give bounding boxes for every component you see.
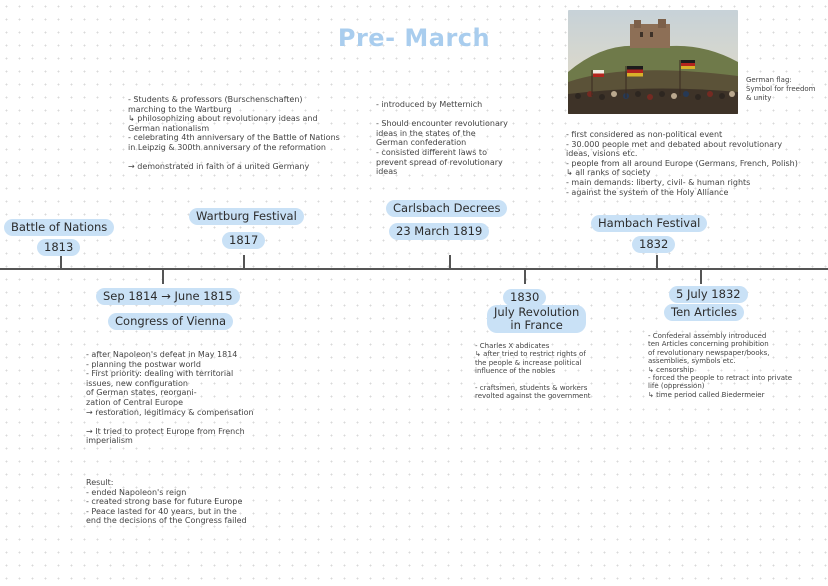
timeline-tick xyxy=(700,270,702,284)
july-revolution-label: July Revolution in France xyxy=(487,305,586,333)
hambach-festival-painting xyxy=(568,10,738,114)
timeline-axis xyxy=(0,268,828,270)
timeline-tick xyxy=(524,270,526,284)
carlsbad-decrees-label: Carlsbach Decrees xyxy=(386,200,507,217)
timeline-tick xyxy=(243,255,245,269)
wartburg-notes: - Students & professors (Burschenschaften) marching to the Wartburg ↳ philosophizing about revolutionary ideas and German nationalism - celebrating 4th anniversary of the Battle of Nations in Leipzig & 300th anniversary of the reformation → demonstrated in faith of a united Germany xyxy=(128,95,340,172)
timeline-tick xyxy=(162,270,164,284)
july-revolution-date: 1830 xyxy=(503,289,546,306)
ten-articles-notes: - Confederal assembly introduced ten Articles concerning prohibition of revolutionary newspaper/books, assemblies, symbols etc. ↳ censorship - forced the people to retract into private life (oppression) ↳ time period called Biedermeier xyxy=(648,332,793,399)
battle-of-nations-label: Battle of Nations xyxy=(4,219,114,236)
page-title: Pre- March xyxy=(337,24,491,52)
congress-of-vienna-date: Sep 1814 → June 1815 xyxy=(96,288,240,305)
timeline-tick xyxy=(60,255,62,269)
timeline-tick xyxy=(449,255,451,269)
timeline-tick xyxy=(656,255,658,269)
wartburg-festival-date: 1817 xyxy=(222,232,265,249)
hambach-festival-date: 1832 xyxy=(632,236,675,253)
congress-of-vienna-result: Result: - ended Napoleon's reign - created strong base for future Europe - Peace lasted for 40 years, but in the end the decisions of the Congress failed xyxy=(86,478,247,526)
hambach-notes: - first considered as non-political event - 30.000 people met and debated about revolutionary ideas, visions etc. - people from all around Europe (Germans, French, Polish) ↳ all ranks of society - main demands: liberty, civil- & human rights - against the system of the Holy Alliance xyxy=(566,130,798,197)
july-revolution-notes: - Charles X abdicates ↳ after tried to restrict rights of the people & increase political influence of the nobles - craftsmen, students & workers revolted against the government xyxy=(475,342,591,401)
hambach-festival-label: Hambach Festival xyxy=(591,215,707,232)
congress-of-vienna-notes: - after Napoleon's defeat in May 1814 - planning the postwar world - First priority: dealing with territorial issues, new configuration of German states, reorgani- zation of Central Europe → restoration, legitimacy & compensation → It tried to protect Europe from French imperialism xyxy=(86,350,254,446)
german-flag-caption: German flag: Symbol for freedom & unity xyxy=(746,76,816,102)
congress-of-vienna-label: Congress of Vienna xyxy=(108,313,233,330)
ten-articles-date: 5 July 1832 xyxy=(669,286,748,303)
wartburg-festival-label: Wartburg Festival xyxy=(189,208,304,225)
ten-articles-label: Ten Articles xyxy=(664,304,744,321)
carlsbad-decrees-date: 23 March 1819 xyxy=(389,223,489,240)
battle-of-nations-date: 1813 xyxy=(37,239,80,256)
carlsbad-notes: - introduced by Metternich - Should encounter revolutionary ideas in the states of the German confederation - consisted different laws to prevent spread of revolutionary ideas xyxy=(376,100,508,177)
